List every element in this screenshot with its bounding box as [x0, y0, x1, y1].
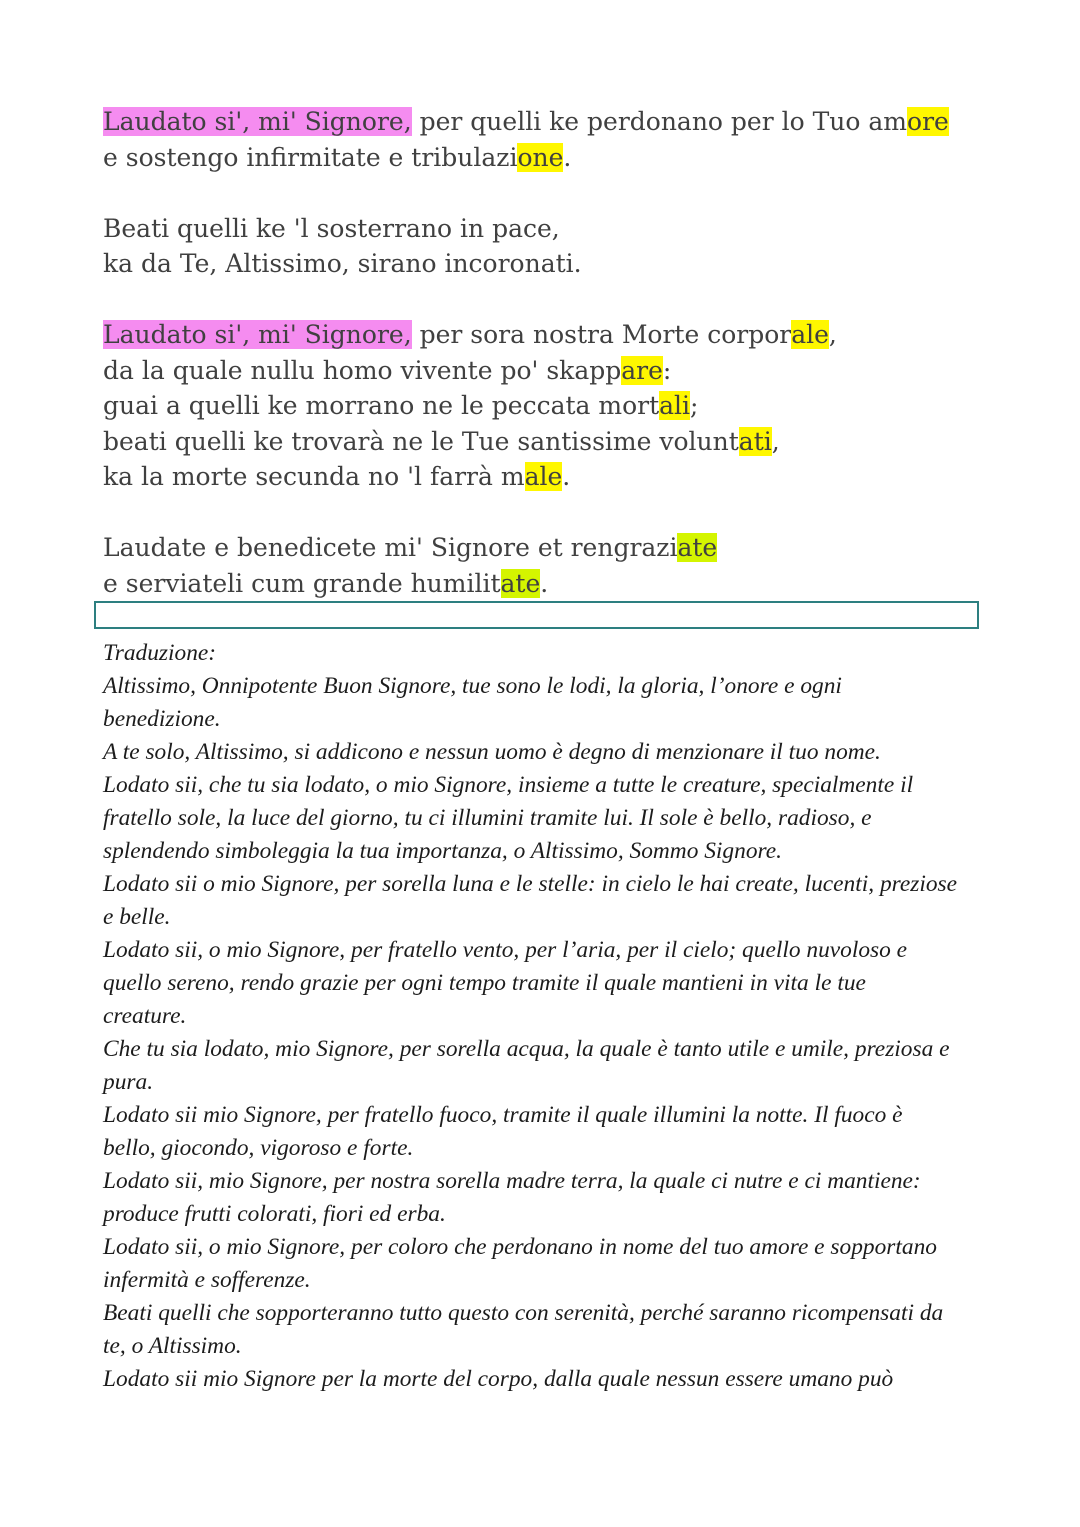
translation-heading: Traduzione: — [103, 640, 217, 666]
highlight-yellow: ale — [791, 320, 829, 349]
highlight-lime: ate — [500, 568, 541, 598]
highlight-lime: ate — [677, 533, 718, 562]
line-text: , — [828, 320, 837, 349]
translation-line: bello, giocondo, vigoroso e forte. — [103, 1135, 414, 1161]
line-text: da la quale nullu homo vivente po' skapp — [103, 355, 622, 385]
translation-line: Lodato sii, che tu sia lodato, o mio Signore, insieme a tutte le creature, specialmente il — [103, 772, 914, 798]
line-text: : — [662, 355, 672, 385]
line-text: . — [563, 142, 572, 172]
line-text: per quelli ke perdonano per lo Tuo am — [411, 107, 908, 136]
line-text: Laudate e benedicete mi' Signore et rengrazi — [103, 533, 678, 562]
translation-line: quello sereno, rendo grazie per ogni tempo tramite il quale mantieni in vita le tue — [103, 970, 866, 996]
poem-stanza — [103, 530, 1003, 601]
poem-line — [103, 140, 1003, 176]
line-text: e sostengo infirmitate e tribulazi — [103, 142, 518, 172]
line-text: ka la morte secunda no 'l farrà m — [103, 462, 525, 491]
poem-line — [103, 530, 1003, 566]
empty-text-box[interactable] — [94, 601, 979, 629]
translation-line: Lodato sii mio Signore, per fratello fuoco, tramite il quale illumini la notte. Il fuoco è — [103, 1102, 903, 1128]
highlight-yellow: ale — [524, 462, 563, 491]
line-text: beati quelli ke trovarà ne le Tue santissime volunt — [103, 426, 739, 456]
translation-line: Lodato sii, o mio Signore, per coloro che perdonano in nome del tuo amore e sopportano — [103, 1234, 937, 1260]
highlight-pink: Laudato si', mi' Signore, — [103, 320, 412, 349]
translation-line: benedizione. — [103, 706, 221, 732]
translation-line: te, o Altissimo. — [103, 1333, 242, 1359]
line-text: . — [540, 568, 549, 598]
poem-stanza — [103, 211, 1003, 282]
line-text: per sora nostra Morte corpor — [411, 320, 792, 349]
poem-stanza — [103, 317, 1003, 495]
line-text: , — [771, 426, 780, 456]
line-text: . — [562, 462, 571, 491]
translation-line: Lodato sii, o mio Signore, per fratello vento, per l’aria, per il cielo; quello nuvoloso e — [103, 937, 908, 963]
highlight-yellow: are — [621, 355, 663, 385]
poem-line — [103, 424, 1003, 460]
translation-line: produce frutti colorati, fiori ed erba. — [103, 1201, 446, 1227]
translation-line: creature. — [103, 1003, 187, 1029]
poem-text — [103, 104, 1003, 637]
translation-line: Lodato sii mio Signore per la morte del corpo, dalla quale nessun essere umano può — [103, 1366, 894, 1392]
translation-line: fratello sole, la luce del giorno, tu ci illumini tramite lui. Il sole è bello, radioso, e — [103, 805, 872, 831]
translation-line: infermità e sofferenze. — [103, 1267, 311, 1293]
translation-line: splendendo simboleggia la tua importanza, o Altissimo, Sommo Signore. — [103, 838, 782, 864]
line-text: ; — [690, 391, 699, 420]
line-text: ka da Te, Altissimo, sirano incoronati. — [103, 249, 582, 278]
translation-line: Lodato sii, mio Signore, per nostra sorella madre terra, la quale ci nutre e ci mantiene: — [103, 1168, 921, 1194]
poem-line — [103, 459, 1003, 495]
translation-line: Lodato sii o mio Signore, per sorella luna e le stelle: in cielo le hai create, lucenti, preziose — [103, 871, 958, 897]
line-text: Beati quelli ke 'l sosterrano in pace, — [103, 213, 560, 243]
poem-line — [103, 566, 1003, 602]
line-text: e serviateli cum grande humilit — [103, 568, 501, 598]
translation-line: e belle. — [103, 904, 171, 930]
line-text: guai a quelli ke morrano ne le peccata mort — [103, 391, 660, 420]
poem-line — [103, 388, 1003, 424]
poem-line — [103, 104, 1003, 140]
poem-line — [103, 246, 1003, 282]
poem-line — [103, 211, 1003, 247]
highlight-yellow: ore — [907, 107, 949, 136]
poem-stanza — [103, 104, 1003, 175]
highlight-yellow: ati — [738, 426, 772, 456]
translation-line: A te solo, Altissimo, si addicono e nessun uomo è degno di menzionare il tuo nome. — [103, 739, 881, 765]
highlight-pink: Laudato si', mi' Signore, — [103, 107, 412, 136]
translation-text — [103, 637, 983, 1396]
poem-line — [103, 353, 1003, 389]
translation-line: Altissimo, Onnipotente Buon Signore, tue sono le lodi, la gloria, l’onore e ogni — [103, 673, 842, 699]
highlight-yellow: ali — [659, 391, 691, 420]
poem-line — [103, 317, 1003, 353]
highlight-yellow: one — [517, 142, 564, 172]
translation-line: Beati quelli che sopporteranno tutto questo con serenità, perché saranno ricompensati da — [103, 1300, 944, 1326]
translation-line: Che tu sia lodato, mio Signore, per sorella acqua, la quale è tanto utile e umile, preziosa e — [103, 1036, 950, 1062]
translation-line: pura. — [103, 1069, 154, 1095]
